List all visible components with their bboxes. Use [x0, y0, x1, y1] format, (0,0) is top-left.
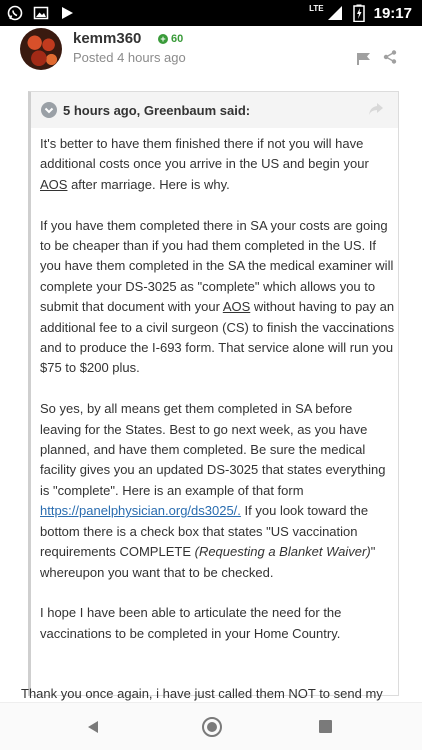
plus-icon: +	[158, 34, 168, 44]
whatsapp-icon	[6, 4, 24, 22]
navigation-bar	[0, 702, 422, 750]
battery-icon	[350, 4, 368, 22]
quote-header	[31, 92, 398, 128]
username[interactable]: kemm360	[73, 30, 142, 47]
quote-paragraph: It's better to have them finished there if not you will have additional costs once you arrive in the US and begin your AOS after marriage. Here is why.	[40, 136, 369, 192]
aos-abbr: AOS	[40, 176, 68, 192]
quote-attribution: 5 hours ago, Greenbaum said:	[63, 103, 251, 118]
aos-abbr: AOS	[222, 299, 251, 315]
status-bar	[0, 0, 422, 26]
share-icon[interactable]	[383, 50, 397, 64]
status-time: 19:17	[373, 4, 412, 22]
reputation-count: 60	[171, 33, 184, 45]
gallery-icon	[32, 4, 50, 22]
quote-paragraph: I hope I have been able to articulate the need for the vaccinations to be completed in your Home Country.	[40, 605, 342, 641]
avatar[interactable]	[20, 28, 62, 70]
flag-icon[interactable]	[357, 52, 371, 64]
quote-paragraph: So yes, by all means get them completed in SA before leaving for the States. Best to go next week, as you have planned, and have them completed. Be sure the medical facility gives you an updated DS-3025 that states everything is "complete". Here is an example of that form https://panelphysician.org/ds3025/. If you look toward the bottom there is a check box that states "US vaccination requirements COMPLETE (Requesting a Blanket Waiver)" whereupon you want that to be checked.	[40, 401, 386, 580]
post-timestamp: Posted 4 hours ago	[73, 50, 186, 65]
play-store-icon	[58, 4, 76, 22]
quote-share-icon[interactable]	[368, 102, 384, 116]
network-type: LTE	[309, 3, 324, 13]
post-header	[0, 26, 422, 88]
back-icon[interactable]	[86, 720, 100, 734]
signal-icon	[326, 4, 344, 22]
chevron-down-icon[interactable]	[41, 102, 57, 118]
quote-block	[28, 91, 399, 696]
quote-body	[40, 134, 396, 665]
reply-text: Thank you once again, i have just called them NOT to send my	[21, 686, 383, 701]
reputation-badge	[158, 33, 183, 45]
quote-paragraph: If you have them completed there in SA your costs are going to be cheaper than if you had them completed in the US. If you have them completed in the SA the medical examiner will complete your DS-3025 as "complete" which allows you to submit that document with your AOS without having to pay an additional fee to a civil surgeon (CS) to finish the vaccinations and to produce the I-693 form. That service alone will run you $75 to $200 plus.	[40, 217, 395, 376]
home-icon[interactable]	[202, 717, 222, 737]
recent-apps-icon[interactable]	[319, 720, 332, 733]
ds3025-link[interactable]: https://panelphysician.org/ds3025/.	[40, 503, 241, 519]
